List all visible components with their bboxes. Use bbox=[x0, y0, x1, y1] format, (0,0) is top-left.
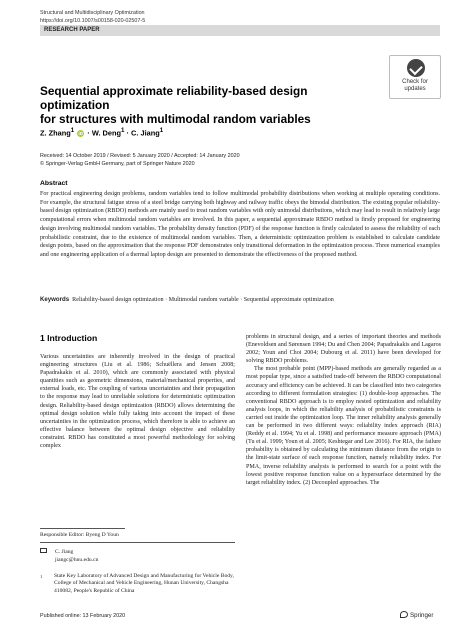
orcid-icon[interactable]: iD bbox=[78, 131, 84, 137]
contact-email[interactable]: jiangc@hnu.edu.cn bbox=[55, 556, 99, 563]
journal-header bbox=[40, 9, 145, 25]
responsible-editor: Responsible Editor: Byeng D Youn bbox=[40, 532, 119, 538]
contact-name: C. Jiang bbox=[55, 549, 74, 555]
body-column-left: Various uncertainties are inherently involved in the design of practical engineering structures (Liu et al. 1986; Schuëllera and Jensen 2008; Papadrakakis et al. 2010), which are commonly associated with physical quantities such as geometric dimensions, material/mechanical properties, and external loads, etc. The coupling of various uncertainties and their propagation to the response may lead to unreliable solutions for deterministic optimization design. Reliability-based design optimization (RBDO) allows determining the optimal design solution while fully taking into account the impact of these uncertainties in the optimization process, which therefore is able to achieve an effective balance between the optimal design objective and reliability constraint. RBDO has constituted a most powerful methodology for solving complex bbox=[40, 354, 235, 450]
paragraph: problems in structural design, and a series of important theories and methods (Enevoldsen and Sørensen 1994; Du and Chen 2004; Papadrakakis and Lagaros 2002; Youn and Choi 2004; Dubourg et al. 2011) have been developed for solving RBDO problems. bbox=[246, 334, 441, 365]
author-affil-sup: 1 bbox=[121, 127, 125, 134]
published-online: Published online: 13 February 2020 bbox=[40, 613, 126, 619]
envelope-icon bbox=[40, 548, 47, 553]
body-column-right bbox=[246, 333, 441, 487]
affiliation-text: State Key Laboratory of Advanced Design and Manufacturing for Vehicle Body, College of Mechanical and Vehicle Engineering, Hunan University, Changsha 410082, People's Republic of China bbox=[54, 573, 234, 594]
badge-line1: Check for bbox=[402, 79, 428, 85]
check-icon bbox=[407, 59, 425, 77]
paper-title bbox=[40, 84, 380, 126]
title-line1: Sequential approximate reliability-based design optimization bbox=[40, 84, 308, 112]
badge-line2: updates bbox=[404, 86, 426, 92]
author-name[interactable]: Z. Zhang bbox=[40, 128, 71, 138]
abstract-text: For practical engineering design problems, random variables tend to follow multimodal probability distributions when working at multiple operating conditions. For example, the structural fatigue stress of a steel bridge carrying both highway and railway traffic obeys the bimodal distribution. The existing popular reliability-based design optimization (RBDO) methods are mainly used to treat random variables with only unimodal distributions, which may lead to result in relatively large computational errors when multimodal random variables are involved. In this paper, a sequential approximate RBDO method is firstly proposed for engineering design involving multimodal random variables. The probability density function (PDF) of the response function is firstly calculated to assess the reliability of each probabilistic constraint, due to the existence of multimodal random variables. Then, a deterministic optimization problem is established to calculate candidate design points, based on the approximation that the response PDF demonstrates only transitional deformation in the optimization process. Three numerical examples and one engineering application of a thermal laptop design are presented to demonstrate the effectiveness of the proposed method. bbox=[40, 191, 440, 258]
article-type-label: RESEARCH PAPER bbox=[44, 26, 100, 33]
affiliation bbox=[40, 573, 235, 595]
journal-name: Structural and Multidisciplinary Optimization bbox=[40, 10, 145, 16]
article-type-bar bbox=[40, 25, 440, 36]
footnote-divider bbox=[40, 542, 235, 543]
publisher-name: Springer bbox=[410, 612, 434, 619]
affiliation-mark: 1 bbox=[40, 574, 43, 579]
author-name[interactable]: · C. Jiang bbox=[126, 128, 160, 138]
keywords-label: Keywords bbox=[40, 296, 70, 303]
copyright-line: © Springer-Verlag GmbH Germany, part of Springer Nature 2020 bbox=[40, 160, 195, 167]
badge-text bbox=[390, 79, 440, 93]
author-list bbox=[40, 127, 163, 137]
keywords bbox=[40, 296, 440, 303]
title-line2: for structures with multimodal random variables bbox=[40, 112, 311, 126]
author-affil-sup: 1 bbox=[70, 127, 75, 134]
author-affil-sup: 1 bbox=[159, 127, 164, 134]
springer-horse-icon bbox=[400, 611, 408, 618]
corresponding-author bbox=[40, 548, 98, 564]
check-for-updates-badge[interactable] bbox=[389, 55, 441, 99]
author-name[interactable]: · W. Deng bbox=[87, 128, 122, 138]
publisher-logo bbox=[400, 611, 433, 619]
publication-dates bbox=[40, 153, 240, 168]
abstract-heading: Abstract bbox=[40, 180, 68, 187]
footnote-divider bbox=[40, 528, 125, 529]
keywords-list: Reliability-based design optimization · Multimodal random variable · Sequential approximate optimization bbox=[72, 297, 334, 303]
received-dates: Received: 14 October 2019 / Revised: 5 January 2020 / Accepted: 14 January 2020 bbox=[40, 153, 240, 159]
doi-link[interactable]: https://doi.org/10.1007/s00158-020-02507-5 bbox=[40, 18, 146, 24]
paragraph: The most probable point (MPP)-based methods are generally regarded as a most popular type, since a satisfied trade-off between the RBDO computational accuracy and efficiency can be achieved. It can be classified into two categories according to different formulation strategies: (1) double-loop approaches. The conventional RBDO approach is to employ nested optimization and reliability analysis loops, in which the reliability analysis of probabilistic constraints is carried out inside the optimization loop. The inner reliability analysis generally can be performed in two different ways: reliability index approach (RIA) (Reddy et al. 1994; Yu et al. 1998) and performance measure approach (PMA) (Tu et al. 1999; Youn et al. 2005; Keshtegar and Lee 2016). For RIA, the failure probability is obtained by calculating the minimum distance from the origin to the limit-state surface of each response function, namely reliability index. For PMA, inverse reliability analysis is performed to search for a point with the lowest positive response function value on a hypersurface determined by the target reliability index. (2) Decoupled approaches. The bbox=[246, 366, 441, 486]
section-heading-introduction: 1 Introduction bbox=[40, 333, 98, 343]
